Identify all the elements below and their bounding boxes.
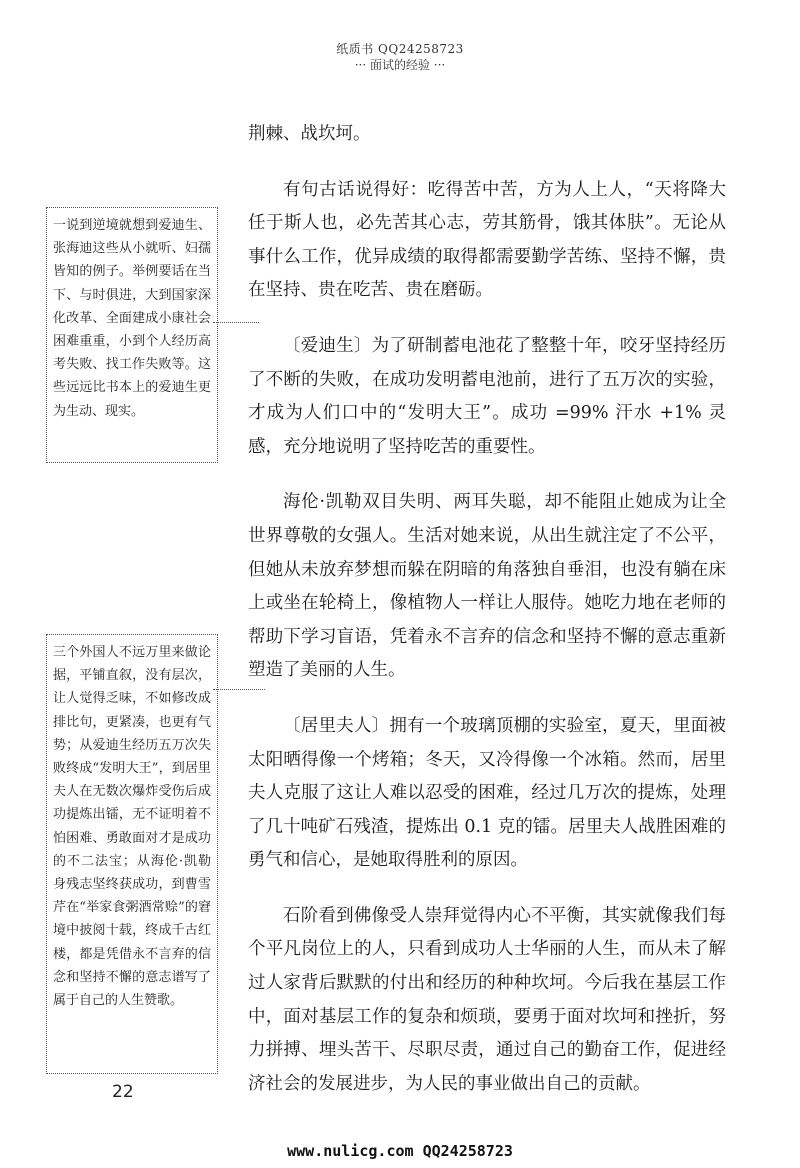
note-leader-line bbox=[213, 322, 259, 323]
note-leader-line bbox=[213, 689, 265, 690]
paragraph: 荆棘、战坎坷。 bbox=[248, 124, 371, 144]
header-watermark: 纸质书 QQ24258723 bbox=[336, 42, 464, 56]
page-number: 22 bbox=[112, 1082, 134, 1102]
paragraph: 〔爱迪生〕为了研制蓄电池花了整整十年，咬牙坚持经历了不断的失败，在成功发明蓄电池前，进行了五万次的实验，才成为人们口中的“发明大王”。成功 =99% 汗水 +1% 灵感，充分地说明了坚持吃苦的重要性。 bbox=[248, 335, 726, 457]
body-text bbox=[248, 118, 726, 1123]
chapter-title: ··· 面试的经验 ··· bbox=[354, 58, 446, 72]
paragraph: 〔居里夫人〕拥有一个玻璃顶棚的实验室，夏天，里面被太阳晒得像一个烤箱；冬天，又冷得像一个冰箱。然而，居里夫人克服了这让人难以忍受的困难，经过几万次的提炼，处理了几十吨矿石残渣，提炼出 0.1 克的镭。居里夫人战胜困难的勇气和信心，是她取得胜利的原因。 bbox=[248, 715, 726, 871]
footer-watermark: www.nulicg.com QQ24258723 bbox=[287, 1142, 513, 1160]
paragraph: 海伦·凯勒双目失明、两耳失聪，却不能阻止她成为让全世界尊敬的女强人。生活对她来说，从出生就注定了不公平，但她从未放弃梦想而躲在阴暗的角落独自垂泪，也没有躺在床上或坐在轮椅上，像植物人一样让人服侍。她吃力地在老师的帮助下学习盲语，凭着永不言弃的信念和坚持不懈的意志重新塑造了美丽的人生。 bbox=[248, 492, 726, 681]
paragraph: 有句古话说得好：吃得苦中苦，方为人上人，“天将降大任于斯人也，必先苦其心志，劳其筋骨，饿其体肤”。无论从事什么工作，优异成绩的取得都需要勤学苦练、坚持不懈，贵在坚持、贵在吃苦、贵在磨砺。 bbox=[248, 179, 726, 301]
margin-note: 三个外国人不远万里来做论据，平铺直叙，没有层次，让人觉得乏味，不如修改成排比句，更紧凑，也更有气势；从爱迪生经历五万次失败终成“发明大王”，到居里夫人在无数次爆炸受伤后成功提炼出镭，无不证明着不怕困难、勇敢面对才是成功的不二法宝；从海伦·凯勒身残志坚终获成功，到曹雪芹在“举家食粥酒常赊”的窘境中披阅十载，终成千古红楼，都是凭借永不言弃的信念和坚持不懈的意志谱写了属于自己的人生赞歌。 bbox=[46, 634, 218, 1074]
paragraph: 石阶看到佛像受人崇拜觉得内心不平衡，其实就像我们每个平凡岗位上的人，只看到成功人士华丽的人生，而从未了解过人家背后默默的付出和经历的种种坎坷。今后我在基层工作中，面对基层工作的复杂和烦琐，要勇于面对坎坷和挫折，努力拼搏、埋头苦干、尽职尽责，通过自己的勤奋工作，促进经济社会的发展进步，为人民的事业做出自己的贡献。 bbox=[248, 905, 726, 1094]
margin-note: 一说到逆境就想到爱迪生、张海迪这些从小就听、妇孺皆知的例子。举例要话在当下、与时俱进，大到国家深化改革、全面建成小康社会困难重重，小到个人经历高考失败、找工作失败等。这些远远比书本上的爱迪生更为生动、现实。 bbox=[46, 207, 218, 463]
